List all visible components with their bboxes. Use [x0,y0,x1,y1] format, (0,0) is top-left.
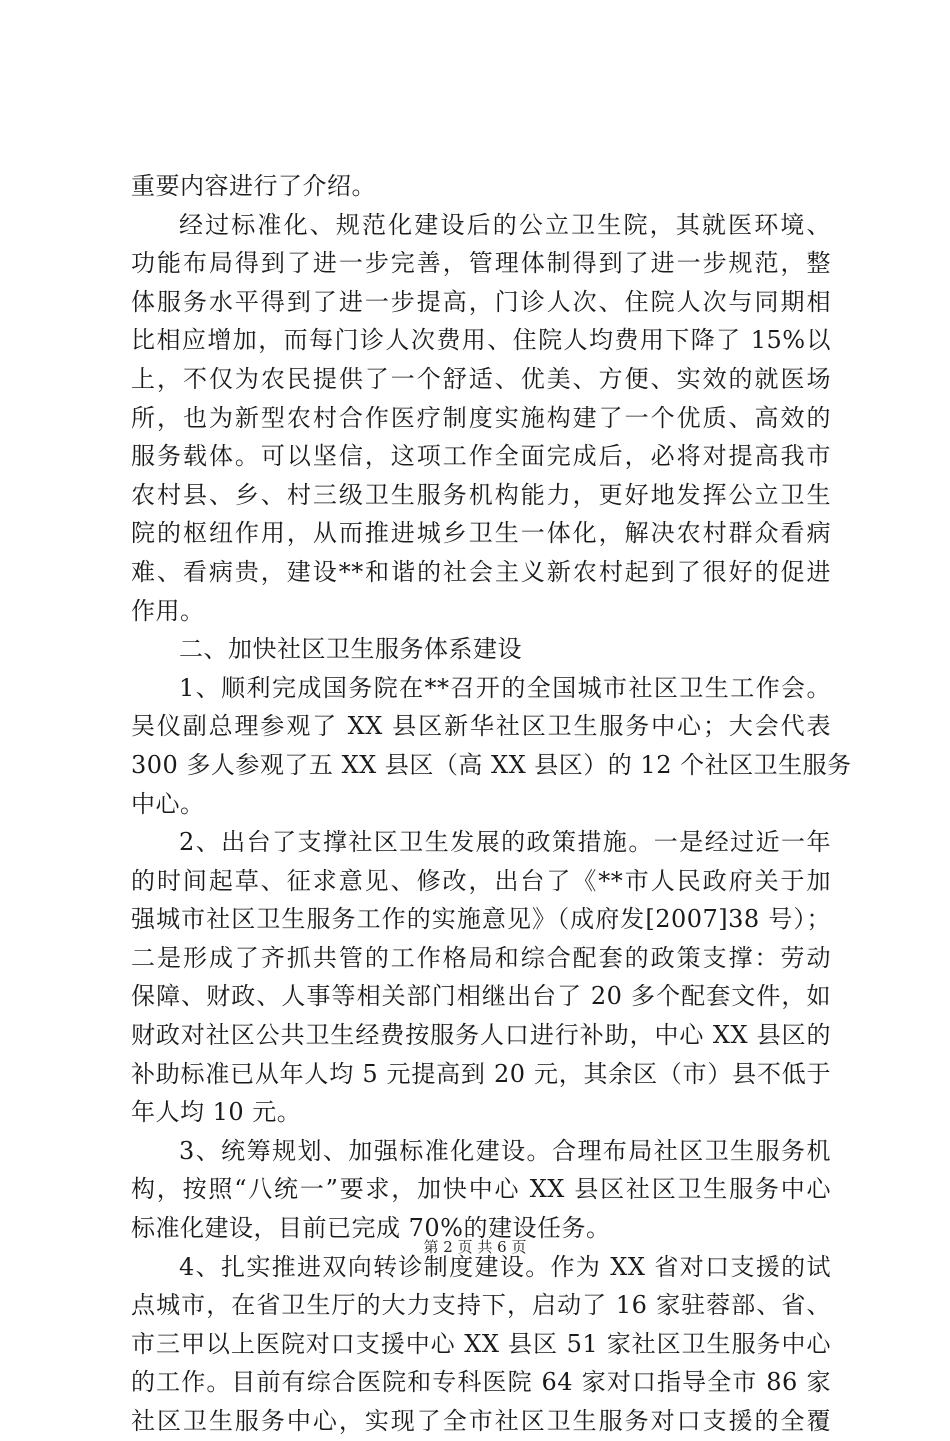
text-line: 二是形成了齐抓共管的工作格局和综合配套的政策支撑：劳动 [131,943,831,972]
text-line: 300 多人参观了五 XX 县区（高 XX 县区）的 12 个社区卫生服务 [131,750,852,779]
text-line: 的工作。目前有综合医院和专科医院 64 家对口指导全市 86 家 [131,1368,831,1397]
text-line: 比相应增加，而每门诊人次费用、住院人均费用下降了 15%以 [131,326,831,355]
text-line: 标准化建设，目前已完成 70%的建设任务。 [131,1214,611,1243]
text-line: 保障、财政、人事等相关部门相继出台了 20 多个配套文件，如 [131,982,831,1011]
text-line: 点城市，在省卫生厅的大力支持下，启动了 16 家驻蓉部、省、 [131,1291,831,1320]
text-line: 强城市社区卫生服务工作的实施意见》（成府发[2007]38 号）； [131,905,831,934]
text-line: 吴仪副总理参观了 XX 县区新华社区卫生服务中心；大会代表 [131,712,831,741]
text-line: 的时间起草、征求意见、修改，出台了《**市人民政府关于加 [131,866,831,895]
text-line: 市三甲以上医院对口支援中心 XX 县区 51 家社区卫生服务中心 [131,1329,831,1358]
page-number-footer: 第 2 页 共 6 页 [423,1238,527,1256]
paragraph-first-line: 4、扎实推进双向转诊制度建设。作为 XX 省对口支援的试 [179,1252,831,1281]
paragraph-first-line: 经过标准化、规范化建设后的公立卫生院，其就医环境、 [179,210,831,239]
text-line: 作用。 [131,596,205,625]
section-heading: 二、加快社区卫生服务体系建设 [179,635,522,664]
text-line: 社区卫生服务中心，实现了全市社区卫生服务对口支援的全覆 [131,1407,831,1435]
text-line: 重要内容进行了介绍。 [131,172,376,200]
paragraph-first-line: 2、出台了支撑社区卫生发展的政策措施。一是经过近一年 [179,828,831,857]
text-line: 功能布局得到了进一步完善，管理体制得到了进一步规范，整 [131,249,831,278]
text-line: 构，按照“八统一”要求，加快中心 XX 县区社区卫生服务中心 [131,1175,831,1204]
text-line: 财政对社区公共卫生经费按服务人口进行补助，中心 XX 县区的 [131,1021,831,1050]
text-line: 农村县、乡、村三级卫生服务机构能力，更好地发挥公立卫生 [131,480,831,509]
text-line: 所，也为新型农村合作医疗制度实施构建了一个优质、高效的 [131,403,831,432]
text-line: 中心。 [131,789,205,818]
text-line: 院的枢纽作用，从而推进城乡卫生一体化，解决农村群众看病 [131,519,831,548]
text-line: 体服务水平得到了进一步提高，门诊人次、住院人次与同期相 [131,287,831,316]
text-line: 年人均 10 元。 [131,1098,302,1127]
text-line: 补助标准已从年人均 5 元提高到 20 元，其余区（市）县不低于 [131,1059,831,1088]
paragraph-first-line: 1、顺利完成国务院在**召开的全国城市社区卫生工作会。 [179,673,831,702]
text-line: 服务载体。可以坚信，这项工作全面完成后，必将对提高我市 [131,442,831,471]
text-line: 难、看病贵，建设**和谐的社会主义新农村起到了很好的促进 [131,557,831,586]
text-line: 上，不仅为农民提供了一个舒适、优美、方便、实效的就医场 [131,364,831,393]
paragraph-first-line: 3、统筹规划、加强标准化建设。合理布局社区卫生服务机 [179,1136,831,1165]
